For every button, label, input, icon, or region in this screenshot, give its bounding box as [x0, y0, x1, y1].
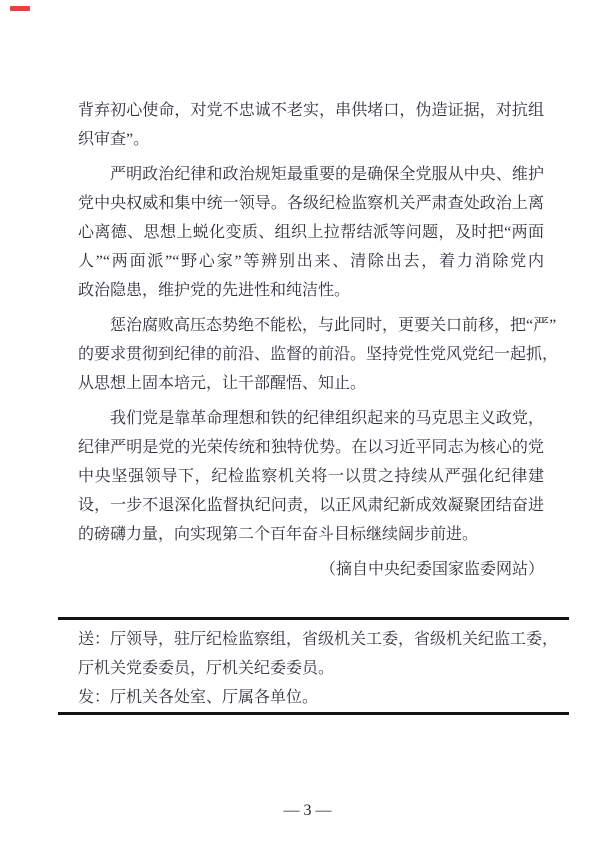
body-text-line: 党中央权威和集中统一领导。各级纪检监察机关严肃查处政治上离: [78, 195, 544, 212]
body-text-line: 政治隐患，维护党的先进性和纯洁性。: [78, 282, 351, 299]
page-number: — 3 —: [283, 802, 332, 819]
body-text-line: 的磅礴力量，向实现第二个百年奋斗目标继续阔步前进。: [78, 526, 479, 543]
body-text-line: 严明政治纪律和政治规矩最重要的是确保全党服从中央、维护: [110, 166, 544, 183]
distribution-block: [58, 617, 569, 715]
body-text-line: 中央坚强领导下，纪检监察机关将一以贯之持续从严强化纪律建: [78, 468, 544, 485]
distribution-line-fa: 发：厅机关各处室、厅属各单位。: [78, 689, 319, 706]
distribution-line-song: 送：厅领导，驻厅纪检监察组，省级机关工委，省级机关纪监工委，: [78, 631, 559, 648]
body-text-line: 从思想上固本培元，让干部醒悟、知止。: [78, 375, 367, 392]
red-mark: [10, 6, 30, 11]
citation-line: （摘自中央纪委国家监委网站）: [319, 561, 544, 578]
body-text-line: 织审查”。: [78, 131, 150, 148]
document-body: [78, 96, 559, 584]
body-text-line: 设，一步不退深化监督执纪问责，以正风肃纪新成效凝聚团结奋进: [78, 497, 544, 514]
body-text-line: 心离德、思想上蜕化变质、组织上拉帮结派等问题，及时把“两面: [78, 224, 544, 241]
body-text-line: 的要求贯彻到纪律的前沿、监督的前沿。坚持党性党风党纪一起抓，: [78, 346, 559, 363]
distribution-line-song-cont: 厅机关党委委员，厅机关纪委委员。: [78, 660, 335, 677]
body-text-line: 人”“两面派”“野心家”等辨别出来、清除出去，着力消除党内: [78, 253, 544, 270]
body-text-line: 我们党是靠革命理想和铁的纪律组织起来的马克思主义政党，: [110, 410, 544, 427]
body-text-line: 纪律严明是党的光荣传统和独特优势。在以习近平同志为核心的党: [78, 439, 544, 456]
body-text-line: 背弃初心使命，对党不忠诚不老实，串供堵口，伪造证据，对抗组: [78, 102, 544, 119]
body-text-line: 惩治腐败高压态势绝不能松，与此同时，更要关口前移，把“严”: [110, 317, 557, 334]
